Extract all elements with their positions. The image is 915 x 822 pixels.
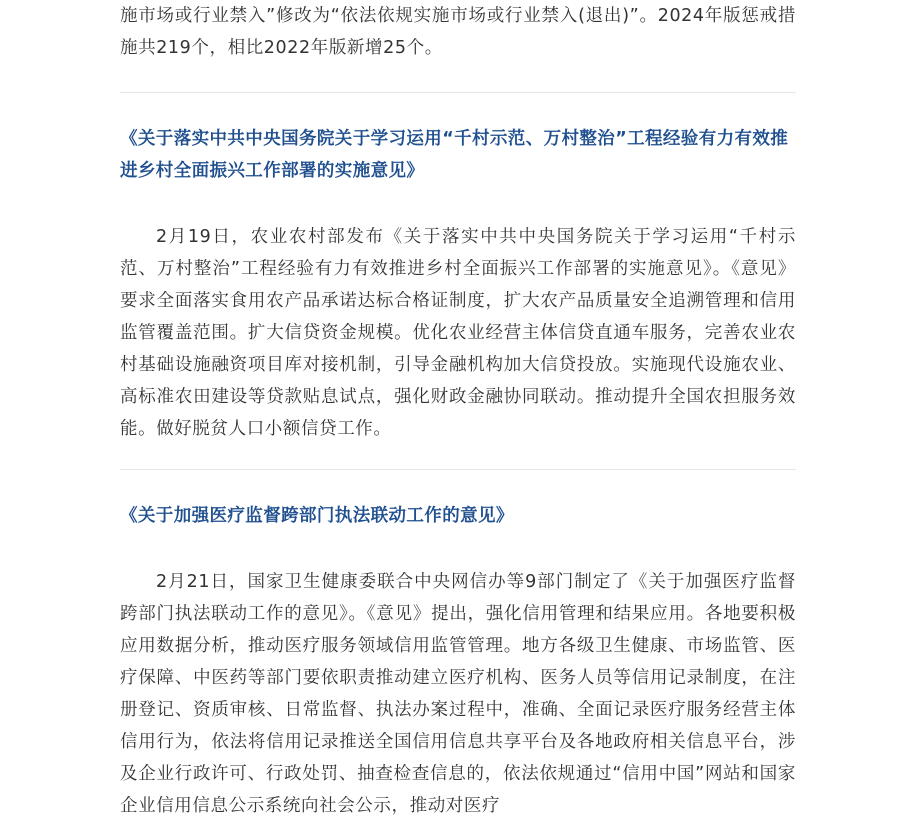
spacer: [120, 187, 796, 221]
article-content: [120, 0, 796, 822]
intro-paragraph: 施市场或行业禁入”修改为“依法依规实施市场或行业禁入(退出)”。2024年版惩戒措施共219个，相比2022年版新增25个。: [120, 6, 796, 58]
spacer: [120, 532, 796, 566]
section-title: 《关于加强医疗监督跨部门执法联动工作的意见》: [120, 506, 514, 526]
section-body: 2月19日，农业农村部发布《关于落实中共中央国务院关于学习运用“千村示范、万村整治”工程经验有力有效推进乡村全面振兴工作部署的实施意见》。《意见》要求全面落实食用农产品承诺达标合格证制度，扩大农产品质量安全追溯管理和信用监管覆盖范围。扩大信贷资金规模。优化农业经营主体信贷直通车服务，完善农业农村基础设施融资项目库对接机制，引导金融机构加大信贷投放。实施现代设施农业、高标准农田建设等贷款贴息试点，强化财政金融协同联动。推动提升全国农担服务效能。做好脱贫人口小额信贷工作。: [120, 227, 796, 439]
spacer: [120, 445, 796, 469]
spacer: [120, 470, 796, 500]
spacer: [120, 93, 796, 123]
section-body: 2月21日，国家卫生健康委联合中央网信办等9部门制定了《关于加强医疗监督跨部门执法联动工作的意见》。《意见》提出，强化信用管理和结果应用。各地要积极应用数据分析，推动医疗服务领域信用监管管理。地方各级卫生健康、市场监管、医疗保障、中医药等部门要依职责推动建立医疗机构、医务人员等信用记录制度，在注册登记、资质审核、日常监督、执法办案过程中，准确、全面记录医疗服务经营主体信用行为，依法将信用记录推送全国信用信息共享平台及各地政府相关信息平台，涉及企业行政许可、行政处罚、抽查检查信息的，依法依规通过“信用中国”网站和国家企业信用信息公示系统向社会公示，推动对医疗: [120, 572, 796, 816]
section-title: 《关于落实中共中央国务院关于学习运用“千村示范、万村整治”工程经验有力有效推进乡村全面振兴工作部署的实施意见》: [120, 129, 789, 181]
spacer: [120, 64, 796, 92]
